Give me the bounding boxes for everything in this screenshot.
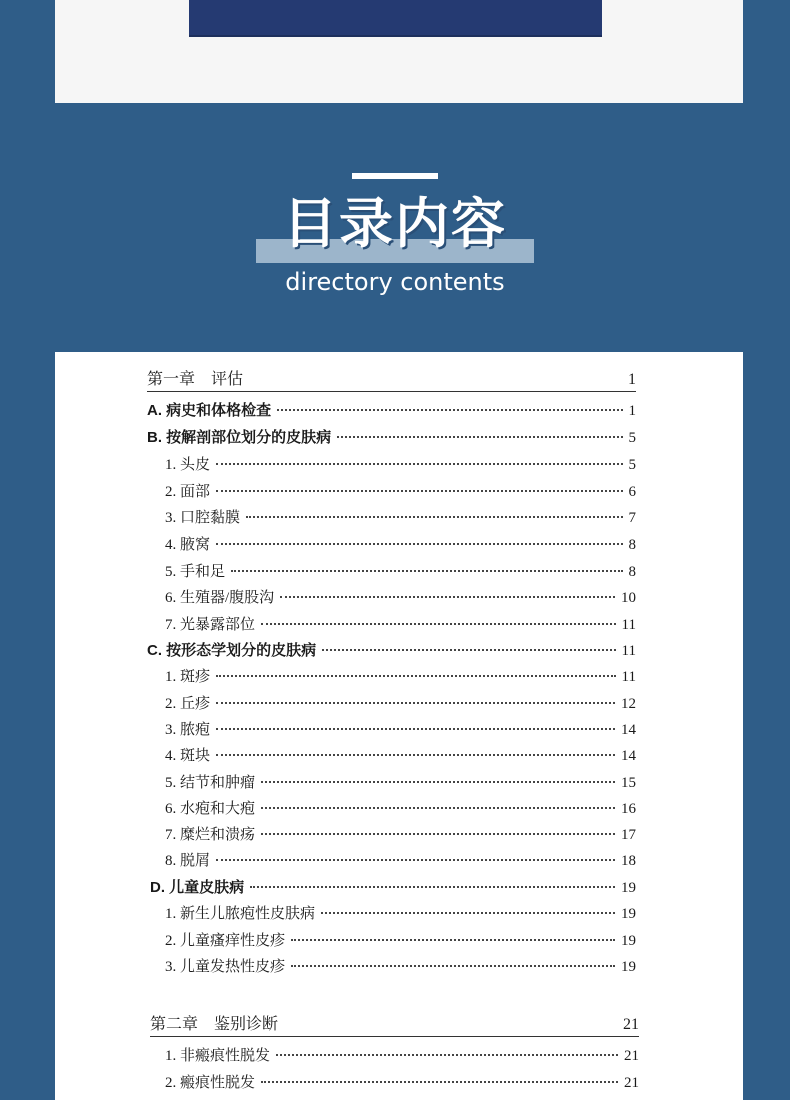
toc-entry bbox=[165, 745, 636, 767]
entry-label: 2. 丘疹 bbox=[165, 696, 211, 712]
entry-page: 12 bbox=[621, 696, 636, 712]
entry-page: 19 bbox=[621, 880, 636, 896]
toc-entry bbox=[165, 824, 636, 846]
toc-entry bbox=[165, 798, 636, 820]
page-title: 目录内容 bbox=[283, 192, 507, 255]
leader-dots bbox=[322, 637, 615, 651]
entry-page: 5 bbox=[628, 430, 636, 446]
leader-dots bbox=[291, 953, 615, 967]
leader-dots bbox=[216, 716, 615, 730]
entry-page: 10 bbox=[621, 590, 636, 606]
entry-page: 8 bbox=[628, 537, 636, 553]
entry-label: A. 病史和体格检查 bbox=[147, 402, 272, 419]
leader-dots bbox=[261, 821, 615, 835]
entry-page: 7 bbox=[628, 510, 636, 526]
leader-dots bbox=[216, 531, 622, 545]
toc-entry bbox=[165, 614, 636, 636]
entry-page: 21 bbox=[624, 1075, 639, 1091]
leader-dots bbox=[276, 1042, 618, 1056]
entry-label: C. 按形态学划分的皮肤病 bbox=[147, 642, 317, 659]
toc-entry bbox=[165, 561, 636, 583]
toc-entry bbox=[147, 400, 636, 422]
entry-page: 15 bbox=[621, 775, 636, 791]
leader-dots bbox=[216, 663, 616, 677]
entry-label: 7. 光暴露部位 bbox=[165, 617, 256, 633]
entry-label: 4. 斑块 bbox=[165, 748, 211, 764]
toc-entry bbox=[165, 719, 636, 741]
leader-dots bbox=[216, 742, 615, 756]
entry-page: 6 bbox=[628, 484, 636, 500]
entry-label: 6. 水疱和大疱 bbox=[165, 801, 256, 817]
leader-dots bbox=[261, 769, 615, 783]
toc-entry bbox=[165, 587, 636, 609]
entry-page: 11 bbox=[621, 617, 636, 633]
entry-label: 1. 头皮 bbox=[165, 457, 211, 473]
leader-dots bbox=[216, 847, 615, 861]
entry-page: 8 bbox=[628, 564, 636, 580]
entry-page: 19 bbox=[621, 959, 636, 975]
entry-label: 3. 脓疱 bbox=[165, 722, 211, 738]
toc-entry bbox=[165, 1045, 639, 1067]
entry-label: 2. 儿童瘙痒性皮疹 bbox=[165, 933, 286, 949]
entry-label: 3. 口腔黏膜 bbox=[165, 510, 241, 526]
entry-page: 5 bbox=[628, 457, 636, 473]
entry-page: 18 bbox=[621, 853, 636, 869]
entry-label: 1. 斑疹 bbox=[165, 669, 211, 685]
leader-dots bbox=[280, 584, 615, 598]
leader-dots bbox=[216, 451, 622, 465]
entry-page: 17 bbox=[621, 827, 636, 843]
entry-label: 6. 生殖器/腹股沟 bbox=[165, 590, 275, 606]
toc-entry bbox=[165, 534, 636, 556]
entry-label: 2. 面部 bbox=[165, 484, 211, 500]
toc-entry bbox=[165, 454, 636, 476]
chapter-page: 21 bbox=[623, 1016, 639, 1033]
leader-dots bbox=[246, 504, 622, 518]
toc-entry bbox=[165, 481, 636, 503]
entry-page: 14 bbox=[621, 748, 636, 764]
leader-dots bbox=[321, 900, 615, 914]
toc-entry bbox=[165, 772, 636, 794]
leader-dots bbox=[216, 690, 615, 704]
entry-page: 11 bbox=[621, 669, 636, 685]
toc-entry bbox=[165, 956, 636, 978]
leader-dots bbox=[337, 424, 622, 438]
leader-dots bbox=[277, 397, 622, 411]
entry-page: 21 bbox=[624, 1048, 639, 1064]
entry-label: 1. 新生儿脓疱性皮肤病 bbox=[165, 906, 316, 922]
chapter-label: 第一章 评估 bbox=[147, 371, 244, 388]
entry-label: 8. 脱屑 bbox=[165, 853, 211, 869]
leader-dots bbox=[261, 795, 615, 809]
entry-page: 19 bbox=[621, 906, 636, 922]
toc-entry bbox=[165, 693, 636, 715]
toc-entry bbox=[165, 903, 636, 925]
entry-label: 4. 腋窝 bbox=[165, 537, 211, 553]
chapter-heading bbox=[147, 366, 636, 392]
chapter-page: 1 bbox=[628, 371, 636, 388]
toc-entry bbox=[147, 640, 636, 662]
chapter-label: 第二章 鉴别诊断 bbox=[150, 1016, 279, 1033]
entry-label: 2. 瘢痕性脱发 bbox=[165, 1075, 256, 1091]
leader-dots bbox=[261, 611, 616, 625]
entry-label: 5. 手和足 bbox=[165, 564, 226, 580]
toc-entry bbox=[165, 507, 636, 529]
toc-entry bbox=[165, 1072, 639, 1094]
toc-entry bbox=[165, 930, 636, 952]
toc-entry bbox=[150, 877, 636, 899]
entry-label: 5. 结节和肿瘤 bbox=[165, 775, 256, 791]
entry-page: 16 bbox=[621, 801, 636, 817]
toc-entry bbox=[147, 427, 636, 449]
leader-dots bbox=[261, 1069, 618, 1083]
entry-label: 7. 糜烂和溃疡 bbox=[165, 827, 256, 843]
leader-dots bbox=[231, 558, 622, 572]
chapter-heading bbox=[150, 1011, 639, 1037]
page-subtitle: directory contents bbox=[285, 268, 505, 296]
entry-page: 11 bbox=[621, 643, 636, 659]
entry-label: 1. 非瘢痕性脱发 bbox=[165, 1048, 271, 1064]
entry-label: 3. 儿童发热性皮疹 bbox=[165, 959, 286, 975]
entry-page: 14 bbox=[621, 722, 636, 738]
entry-page: 1 bbox=[628, 403, 636, 419]
leader-dots bbox=[216, 478, 622, 492]
leader-dots bbox=[250, 874, 615, 888]
toc-entry bbox=[165, 850, 636, 872]
entry-label: D. 儿童皮肤病 bbox=[150, 879, 245, 896]
leader-dots bbox=[291, 927, 615, 941]
entry-page: 19 bbox=[621, 933, 636, 949]
entry-label: B. 按解剖部位划分的皮肤病 bbox=[147, 429, 332, 446]
toc-entry bbox=[165, 666, 636, 688]
